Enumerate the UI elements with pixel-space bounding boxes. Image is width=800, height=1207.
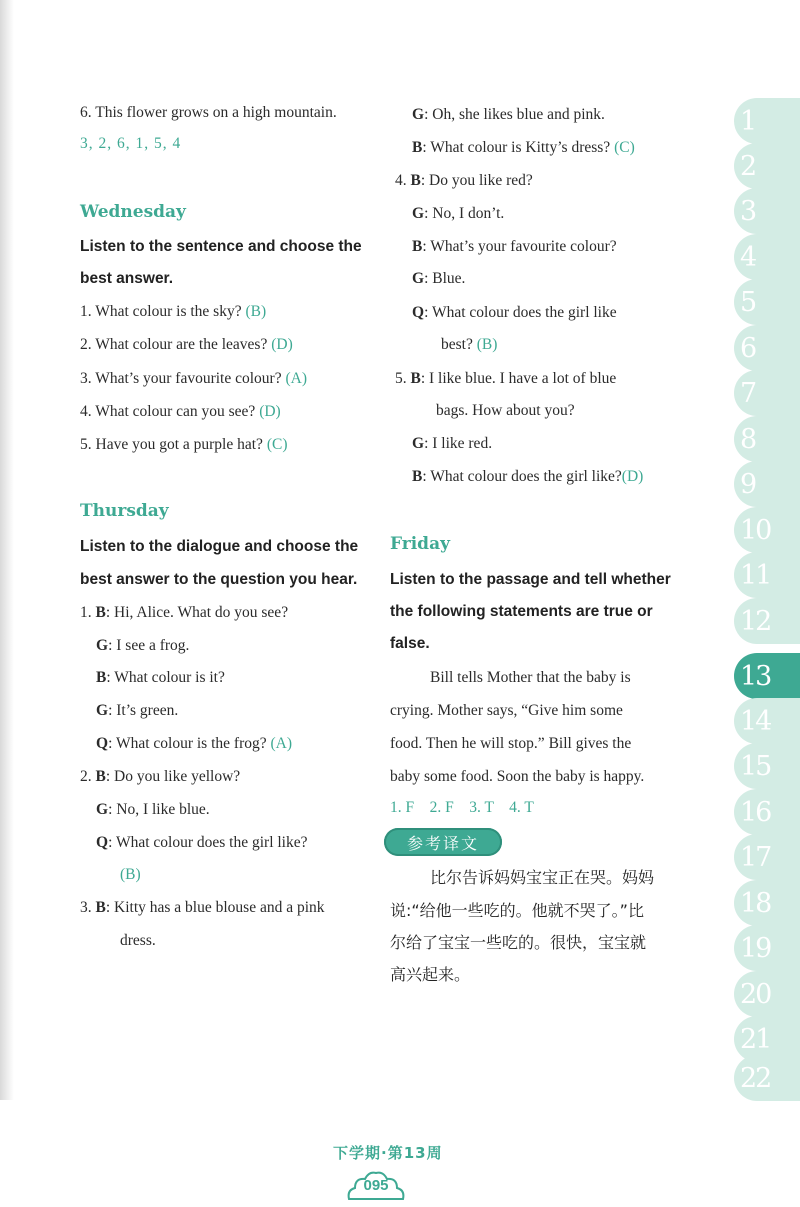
dialogue-4-line-3: B: What’s your favourite colour? (412, 238, 617, 255)
dialogue-5-line-1: 5. B: I like blue. I have a lot of blue (395, 370, 617, 387)
passage-line-3: food. Then he will stop.” Bill gives the (390, 735, 632, 752)
week-tab-19[interactable]: 19 (734, 925, 800, 971)
dialogue-3-line-2: G: Oh, she likes blue and pink. (412, 106, 605, 123)
week-tab-20[interactable]: 20 (734, 971, 800, 1017)
week-tab-11[interactable]: 11 (734, 552, 800, 598)
week-tab-18[interactable]: 18 (734, 880, 800, 926)
wednesday-instruction-line-1: Listen to the sentence and choose the (80, 238, 362, 255)
page-number-badge (345, 1170, 407, 1200)
week-tab-13-active[interactable]: 13 (734, 653, 800, 699)
tuesday-answers: 3, 2, 6, 1, 5, 4 (80, 135, 182, 152)
week-tab-5[interactable]: 5 (734, 279, 800, 325)
wednesday-item-1: 1. What colour is the sky? (B) (80, 303, 267, 320)
dialogue-4-line-4: G: Blue. (412, 270, 466, 287)
tuesday-item-6: 6. This flower grows on a high mountain. (80, 104, 337, 121)
passage-line-1: Bill tells Mother that the baby is (430, 669, 631, 686)
dialogue-5-question: B: What colour does the girl like?(D) (412, 468, 644, 485)
week-tab-15[interactable]: 15 (734, 743, 800, 789)
week-tab-3[interactable]: 3 (734, 188, 800, 234)
passage-line-4: baby some food. Soon the baby is happy. (390, 768, 645, 785)
dialogue-2-answer: (B) (120, 866, 141, 883)
dialogue-2-question: Q: What colour does the girl like? (96, 834, 308, 851)
week-tab-12[interactable]: 12 (734, 598, 800, 644)
week-tab-6[interactable]: 6 (734, 325, 800, 371)
dialogue-1-line-3: B: What colour is it? (96, 669, 225, 686)
footer-week-label: 下学期·第13周 (333, 1144, 443, 1162)
dialogue-3-question: B: What colour is Kitty’s dress? (C) (412, 139, 635, 156)
dialogue-4-question: Q: What colour does the girl like (412, 304, 617, 321)
friday-instruction-line-1: Listen to the passage and tell whether (390, 571, 671, 588)
week-tabs (734, 98, 800, 1101)
friday-heading: Friday (390, 534, 450, 554)
thursday-heading: Thursday (80, 501, 169, 521)
week-tab-10[interactable]: 10 (734, 507, 800, 553)
wednesday-item-2: 2. What colour are the leaves? (D) (80, 336, 293, 353)
dialogue-3-line-1: 3. B: Kitty has a blue blouse and a pink (80, 899, 325, 916)
thursday-instruction-line-2: best answer to the question you hear. (80, 571, 358, 588)
week-tab-21[interactable]: 21 (734, 1016, 800, 1062)
dialogue-3-line-1-cont: dress. (120, 932, 156, 949)
week-tab-7[interactable]: 7 (734, 370, 800, 416)
wednesday-instruction-line-2: best answer. (80, 270, 174, 287)
dialogue-1-line-2: G: I see a frog. (96, 637, 190, 654)
week-tab-8[interactable]: 8 (734, 416, 800, 462)
translation-badge: 参考译文 (384, 828, 502, 856)
dialogue-4-line-1: 4. B: Do you like red? (395, 172, 533, 189)
wednesday-heading: Wednesday (80, 202, 186, 222)
dialogue-4-line-2: G: No, I don’t. (412, 205, 505, 222)
dialogue-1-line-1: 1. B: Hi, Alice. What do you see? (80, 604, 289, 621)
friday-answers: 1. F 2. F 3. T 4. T (390, 799, 534, 816)
passage-line-2: crying. Mother says, “Give him some (390, 702, 623, 719)
friday-instruction-line-3: false. (390, 635, 430, 652)
week-tab-9[interactable]: 9 (734, 461, 800, 507)
page-number: 095 (363, 1177, 389, 1194)
wednesday-item-3: 3. What’s your favourite colour? (A) (80, 370, 307, 387)
week-tab-16[interactable]: 16 (734, 789, 800, 835)
wednesday-item-5: 5. Have you got a purple hat? (C) (80, 436, 288, 453)
friday-instruction-line-2: the following statements are true or (390, 603, 653, 620)
thursday-instruction-line-1: Listen to the dialogue and choose the (80, 538, 359, 555)
week-tab-4[interactable]: 4 (734, 234, 800, 280)
week-tab-14[interactable]: 14 (734, 698, 800, 744)
wednesday-item-4: 4. What colour can you see? (D) (80, 403, 281, 420)
dialogue-2-line-1: 2. B: Do you like yellow? (80, 768, 241, 785)
week-tab-17[interactable]: 17 (734, 834, 800, 880)
dialogue-5-line-2: G: I like red. (412, 435, 493, 452)
dialogue-1-line-4: G: It’s green. (96, 702, 179, 719)
translation-line-1: 比尔告诉妈妈宝宝正在哭。妈妈 (430, 868, 655, 887)
dialogue-5-line-1-cont: bags. How about you? (436, 402, 575, 419)
page-binding-shadow (0, 0, 14, 1100)
translation-line-4: 高兴起来。 (390, 965, 471, 984)
dialogue-2-line-2: G: No, I like blue. (96, 801, 210, 818)
dialogue-1-question: Q: What colour is the frog? (A) (96, 735, 293, 752)
week-tab-22[interactable]: 22 (734, 1055, 800, 1101)
translation-line-3: 尔给了宝宝一些吃的。很快，宝宝就 (390, 933, 647, 952)
dialogue-4-question-cont: best? (B) (441, 336, 498, 353)
week-tab-2[interactable]: 2 (734, 143, 800, 189)
week-tab-1[interactable]: 1 (734, 98, 800, 144)
translation-line-2: 说:“给他一些吃的。他就不哭了。”比 (390, 901, 644, 920)
